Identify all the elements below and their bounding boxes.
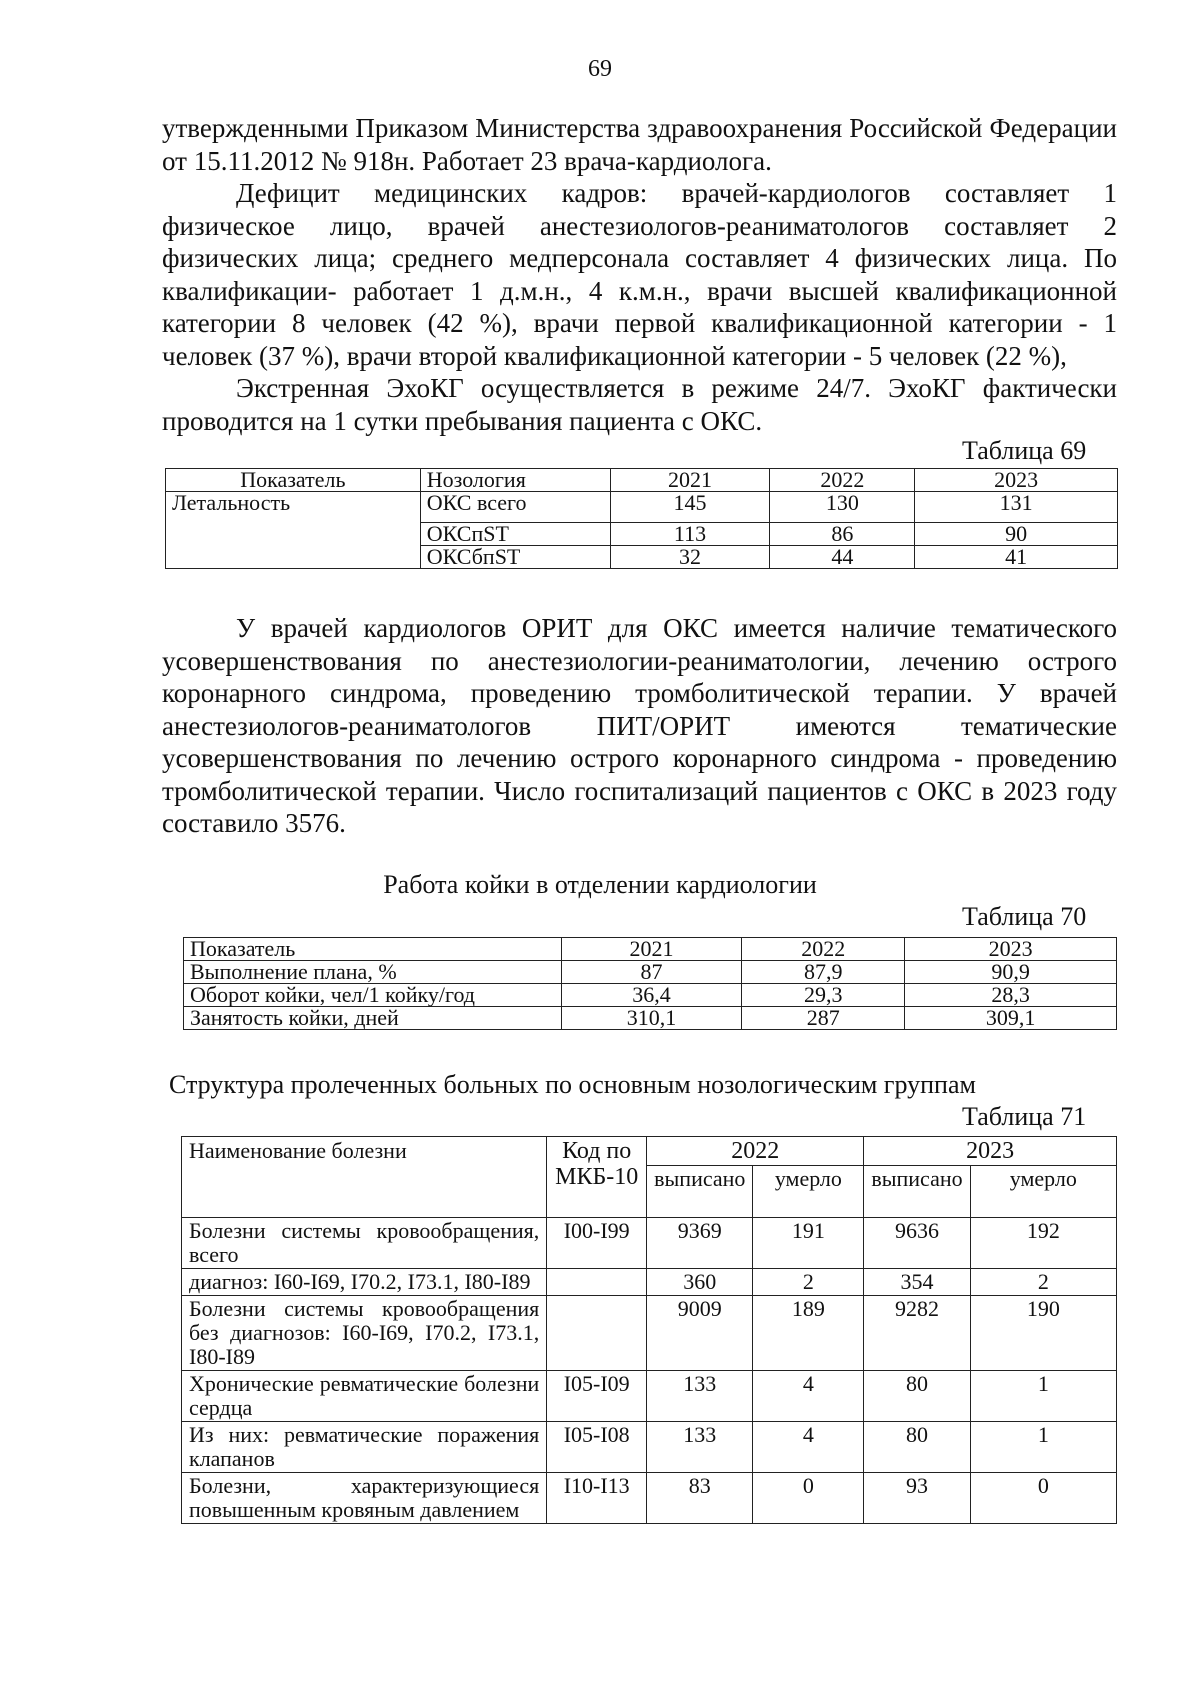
table-row xyxy=(182,1371,1117,1422)
header-cell: выписано xyxy=(864,1166,970,1218)
table-cell: 130 xyxy=(770,492,915,523)
header-cell: умерло xyxy=(753,1166,864,1218)
header-cell: Показатель xyxy=(166,469,421,492)
header-cell: Наименование болезни xyxy=(182,1137,547,1218)
header-cell: 2023 xyxy=(915,469,1118,492)
table-cell: 87,9 xyxy=(742,961,905,984)
table-row xyxy=(182,1269,1117,1296)
table-cell: 90 xyxy=(915,523,1118,546)
page-number: 69 xyxy=(588,56,612,82)
table-cell: ОКСбпST xyxy=(420,546,610,569)
table-cell: 354 xyxy=(864,1269,970,1296)
table-cell: 80 xyxy=(864,1371,970,1422)
header-cell: Код по МКБ-10 xyxy=(547,1137,647,1218)
table-cell: 189 xyxy=(753,1296,864,1371)
table-69 xyxy=(165,468,1118,569)
table-70-caption: Работа койки в отделении кардиологии xyxy=(383,870,817,899)
table-cell: 309,1 xyxy=(905,1007,1117,1030)
table-cell: 4 xyxy=(753,1422,864,1473)
table-cell: 44 xyxy=(770,546,915,569)
table-cell: 93 xyxy=(864,1473,970,1524)
paragraph-4: У врачей кардиологов ОРИТ для ОКС имеется наличие тематического усовершенствования по анестезиологии-реаниматологии, лечению острого коронарного синдрома, проведению тромболитической терапии. У врачей анестезиологов-реаниматологов ПИТ/ОРИТ имеются тематические усовершенствования по лечению острого коронарного синдрома - проведению тромболитической терапии. Число госпитализаций пациентов с ОКС в 2023 году составило 3576. xyxy=(162,613,1117,838)
table-cell: 133 xyxy=(647,1422,753,1473)
table-cell: Болезни, характеризующиеся повышенным кровяным давлением xyxy=(182,1473,547,1524)
table-cell: 9282 xyxy=(864,1296,970,1371)
table-header-row xyxy=(166,469,1118,492)
table-row xyxy=(182,1422,1117,1473)
table-cell: 9009 xyxy=(647,1296,753,1371)
table-row xyxy=(182,1473,1117,1524)
table-cell: Хронические ревматические болезни сердца xyxy=(182,1371,547,1422)
table-cell: I05-I08 xyxy=(547,1422,647,1473)
table-cell: Занятость койки, дней xyxy=(184,1007,562,1030)
table-cell: 28,3 xyxy=(905,984,1117,1007)
table-cell: 2 xyxy=(753,1269,864,1296)
table-70-label: Таблица 70 xyxy=(962,902,1087,931)
paragraph-1: утвержденными Приказом Министерства здравоохранения Российской Федерации от 15.11.2012 № 918н. Работает 23 врача-кардиолога. xyxy=(162,113,1117,176)
header-cell: умерло xyxy=(970,1166,1116,1218)
header-cell: Показатель xyxy=(184,938,562,961)
table-cell: ОКСпST xyxy=(420,523,610,546)
paragraph-2: Дефицит медицинских кадров: врачей-кардиологов составляет 1 физическое лицо, врачей анестезиологов-реаниматологов составляет 2 физических лица; среднего медперсонала составляет 4 физических лица. По квалификации- работает 1 д.м.н., 4 к.м.н., врачи высшей квалификационной категории 8 человек (42 %), врачи первой квалификационной категории - 1 человек (37 %), врачи второй квалификационной категории - 5 человек (22 %), xyxy=(162,178,1117,371)
table-cell: 1 xyxy=(970,1422,1116,1473)
table-row xyxy=(182,1218,1117,1269)
header-cell: 2023 xyxy=(864,1137,1117,1166)
table-row xyxy=(182,1296,1117,1371)
table-row xyxy=(184,1007,1117,1030)
table-71-label: Таблица 71 xyxy=(962,1102,1087,1131)
table-cell: 113 xyxy=(610,523,770,546)
table-cell: 9369 xyxy=(647,1218,753,1269)
table-69-label: Таблица 69 xyxy=(962,436,1087,465)
table-header-row xyxy=(184,938,1117,961)
table-row xyxy=(166,492,1118,523)
table-cell: Оборот койки, чел/1 койку/год xyxy=(184,984,562,1007)
table-cell xyxy=(547,1269,647,1296)
table-cell: 192 xyxy=(970,1218,1116,1269)
table-cell: 36,4 xyxy=(561,984,742,1007)
table-cell: 0 xyxy=(970,1473,1116,1524)
table-cell: 83 xyxy=(647,1473,753,1524)
table-cell: 80 xyxy=(864,1422,970,1473)
table-cell: 32 xyxy=(610,546,770,569)
table-71-caption: Структура пролеченных больных по основным нозологическим группам xyxy=(169,1070,976,1099)
table-cell: 2 xyxy=(970,1269,1116,1296)
indicator-cell: Летальность xyxy=(166,492,421,569)
table-header-row xyxy=(182,1137,1117,1166)
table-cell: I00-I99 xyxy=(547,1218,647,1269)
header-cell: 2022 xyxy=(647,1137,864,1166)
header-cell: 2023 xyxy=(905,938,1117,961)
header-cell: 2022 xyxy=(770,469,915,492)
table-cell: Выполнение плана, % xyxy=(184,961,562,984)
table-cell: 9636 xyxy=(864,1218,970,1269)
header-cell: 2021 xyxy=(561,938,742,961)
table-cell: Болезни системы кровообращения без диагнозов: I60-I69, I70.2, I73.1, I80-I89 xyxy=(182,1296,547,1371)
table-cell: диагноз: I60-I69, I70.2, I73.1, I80-I89 xyxy=(182,1269,547,1296)
table-cell: 131 xyxy=(915,492,1118,523)
header-cell: 2022 xyxy=(742,938,905,961)
header-cell: 2021 xyxy=(610,469,770,492)
table-cell: 41 xyxy=(915,546,1118,569)
table-cell: 0 xyxy=(753,1473,864,1524)
table-cell: 133 xyxy=(647,1371,753,1422)
table-cell: 190 xyxy=(970,1296,1116,1371)
header-cell: выписано xyxy=(647,1166,753,1218)
table-cell: 4 xyxy=(753,1371,864,1422)
table-cell: Болезни системы кровообращения, всего xyxy=(182,1218,547,1269)
table-cell: Из них: ревматические поражения клапанов xyxy=(182,1422,547,1473)
paragraph-3: Экстренная ЭхоКГ осуществляется в режиме 24/7. ЭхоКГ фактически проводится на 1 сутки пребывания пациента с ОКС. xyxy=(162,373,1117,436)
table-cell: 1 xyxy=(970,1371,1116,1422)
table-row xyxy=(184,984,1117,1007)
table-cell: 287 xyxy=(742,1007,905,1030)
table-cell: 145 xyxy=(610,492,770,523)
table-71 xyxy=(181,1136,1117,1524)
table-cell: I05-I09 xyxy=(547,1371,647,1422)
table-cell: 360 xyxy=(647,1269,753,1296)
table-cell xyxy=(547,1296,647,1371)
header-cell: Нозология xyxy=(420,469,610,492)
table-cell: 29,3 xyxy=(742,984,905,1007)
table-cell: ОКС всего xyxy=(420,492,610,523)
table-row xyxy=(184,961,1117,984)
table-cell: I10-I13 xyxy=(547,1473,647,1524)
table-cell: 90,9 xyxy=(905,961,1117,984)
table-cell: 87 xyxy=(561,961,742,984)
table-70 xyxy=(183,937,1117,1030)
table-cell: 191 xyxy=(753,1218,864,1269)
table-cell: 310,1 xyxy=(561,1007,742,1030)
table-cell: 86 xyxy=(770,523,915,546)
